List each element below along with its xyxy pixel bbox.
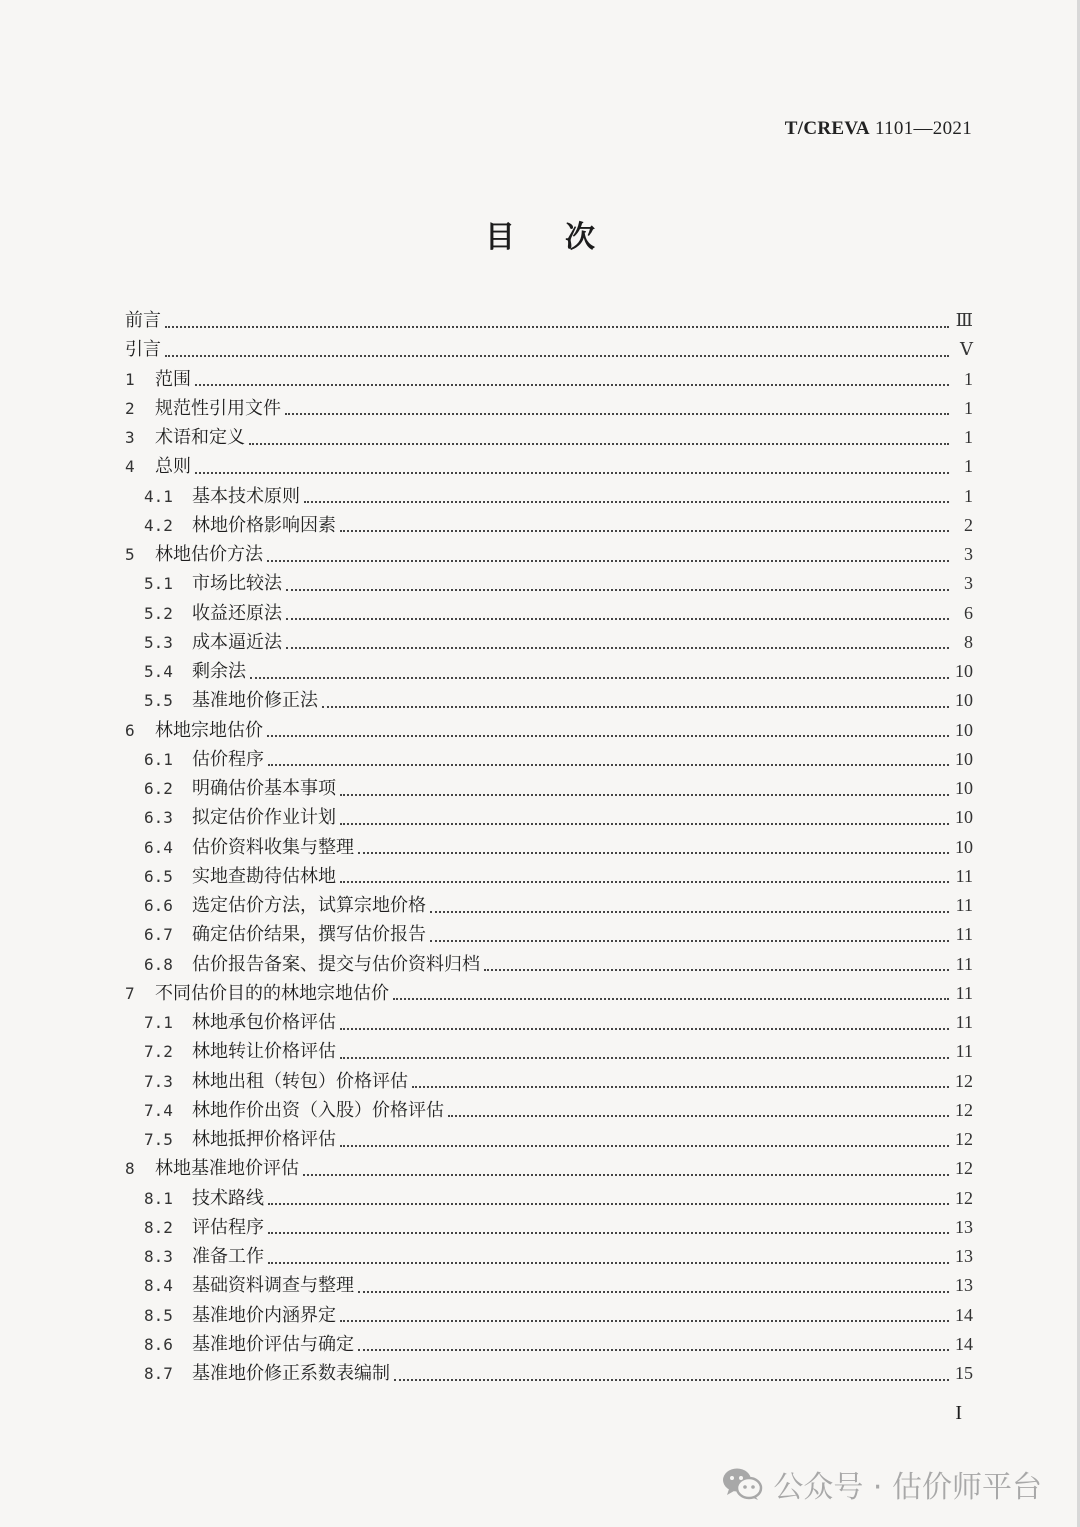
toc-entry[interactable]	[125, 569, 973, 598]
toc-entry-label: 确定估价结果，撰写估价报告	[192, 924, 426, 946]
toc-entry-number: 7.4	[144, 1100, 173, 1120]
toc-entry[interactable]	[125, 540, 973, 569]
toc-entry-page: 13	[955, 1216, 973, 1237]
toc-entry[interactable]	[125, 1154, 973, 1183]
dot-leader	[358, 852, 949, 854]
toc-entry-label: 明确估价基本事项	[192, 778, 336, 800]
toc-entry-label: 林地价格影响因素	[192, 514, 336, 536]
toc-entry-page: Ⅲ	[955, 310, 973, 331]
toc-entry-page: 10	[955, 661, 973, 682]
page-number: I	[955, 1402, 962, 1424]
toc-entry-label: 实地查勘待估林地	[192, 865, 336, 887]
dot-leader	[340, 794, 949, 796]
toc-entry-number: 6.1	[144, 749, 173, 769]
toc-entry-number: 7.5	[144, 1130, 173, 1150]
toc-entry[interactable]	[125, 950, 973, 979]
toc-entry[interactable]	[125, 1125, 973, 1154]
dot-leader	[340, 1320, 949, 1322]
toc-entry-number: 8.2	[144, 1217, 173, 1237]
toc-entry-page: 10	[955, 807, 973, 828]
toc-entry-number: 2	[125, 398, 135, 418]
dot-leader	[358, 1349, 949, 1351]
toc-entry-number: 5.5	[144, 691, 173, 711]
toc-entry[interactable]	[125, 979, 973, 1008]
toc-entry-label: 林地出租（转包）价格评估	[192, 1070, 408, 1092]
dot-leader	[195, 472, 949, 474]
toc-entry-number: 6.6	[144, 896, 173, 916]
dot-leader	[340, 1057, 949, 1059]
toc-entry-label: 估价资料收集与整理	[192, 836, 354, 858]
toc-entry-page: 12	[955, 1099, 973, 1120]
toc-entry-number: 8	[125, 1159, 135, 1179]
toc-entry-number: 8.7	[144, 1364, 173, 1384]
toc-entry-number: 7.3	[144, 1071, 173, 1091]
toc-entry-label: 林地基准地价评估	[155, 1158, 299, 1180]
toc-entry[interactable]	[125, 657, 973, 686]
toc-entry[interactable]	[125, 482, 973, 511]
toc-entry[interactable]	[125, 1213, 973, 1242]
toc-entry[interactable]	[125, 1008, 973, 1037]
toc-entry-number: 6.2	[144, 779, 173, 799]
toc-entry-label: 基准地价修正系数表编制	[192, 1363, 390, 1385]
watermark-text: 公众号 · 估价师平台	[773, 1470, 1042, 1505]
toc-entry[interactable]	[125, 716, 973, 745]
dot-leader	[484, 969, 949, 971]
toc-entry-number: 8.3	[144, 1247, 173, 1267]
wechat-icon	[721, 1466, 763, 1502]
toc-entry[interactable]	[125, 1301, 973, 1330]
toc-entry-label: 准备工作	[192, 1246, 264, 1268]
dot-leader	[340, 881, 949, 883]
toc-entry[interactable]	[125, 628, 973, 657]
toc-entry-number: 8.6	[144, 1334, 173, 1354]
toc-entry-label: 基准地价内涵界定	[192, 1304, 336, 1326]
toc-entry-page: 12	[955, 1129, 973, 1150]
toc-entry[interactable]	[125, 423, 973, 452]
toc-entry-page: 14	[955, 1304, 973, 1325]
toc-entry-label: 拟定估价作业计划	[192, 807, 336, 829]
toc-entry-number: 8.5	[144, 1305, 173, 1325]
dot-leader	[358, 1291, 949, 1293]
toc-entry-page: Ⅴ	[960, 339, 973, 360]
toc-entry-number: 4	[125, 457, 135, 477]
toc-entry-label: 林地宗地估价	[155, 719, 263, 741]
toc-entry-page: 1	[964, 456, 973, 477]
dot-leader	[268, 1262, 949, 1264]
toc-entry-label: 基准地价修正法	[192, 690, 318, 712]
toc-entry-label: 选定估价方法，试算宗地价格	[192, 895, 426, 917]
toc-entry-number: 6.4	[144, 837, 173, 857]
dot-leader	[340, 530, 949, 532]
toc-entry-label: 技术路线	[192, 1187, 264, 1209]
toc-entry-number: 6.3	[144, 808, 173, 828]
toc-entry-label: 成本逼近法	[192, 631, 282, 653]
dot-leader	[286, 647, 949, 649]
toc-entry-number: 5.2	[144, 603, 173, 623]
toc-entry-page: 3	[964, 544, 973, 565]
toc-entry-number: 5.1	[144, 574, 173, 594]
toc-entry-number: 7.2	[144, 1042, 173, 1062]
toc-entry-number: 4.2	[144, 515, 173, 535]
toc-entry-page: 1	[964, 368, 973, 389]
dot-leader	[393, 998, 949, 1000]
toc-entry[interactable]	[125, 1359, 973, 1388]
toc-entry[interactable]	[125, 452, 973, 481]
toc-entry-page: 13	[955, 1275, 973, 1296]
dot-leader	[304, 501, 949, 503]
toc-entry-label: 收益还原法	[192, 602, 282, 624]
dot-leader	[394, 1379, 949, 1381]
toc-entry-page: 10	[955, 836, 973, 857]
toc-entry-number: 7	[125, 983, 135, 1003]
toc-entry-label: 市场比较法	[192, 573, 282, 595]
dot-leader	[303, 1174, 949, 1176]
toc-entry-label: 林地承包价格评估	[192, 1012, 336, 1034]
toc-entry-number: 6.7	[144, 925, 173, 945]
toc-entry-page: 14	[955, 1333, 973, 1354]
dot-leader	[322, 706, 949, 708]
toc-entry[interactable]	[125, 1271, 973, 1300]
toc-entry-label: 总则	[155, 456, 191, 478]
toc-entry-number: 6.5	[144, 866, 173, 886]
toc-entry-page: 10	[955, 778, 973, 799]
toc-entry-page: 13	[955, 1246, 973, 1267]
standard-code: 1101—2021	[875, 118, 972, 139]
toc-entry-label: 前言	[125, 310, 161, 332]
toc-entry-page: 1	[964, 427, 973, 448]
dot-leader	[250, 677, 949, 679]
toc-entry-label: 林地抵押价格评估	[192, 1129, 336, 1151]
toc-entry[interactable]	[125, 833, 973, 862]
toc-entry-label: 不同估价目的的林地宗地估价	[155, 982, 389, 1004]
toc-entry-label: 林地作价出资（入股）价格评估	[192, 1099, 444, 1121]
toc-entry-page: 3	[964, 573, 973, 594]
toc-entry[interactable]	[125, 686, 973, 715]
toc-entry[interactable]	[125, 599, 973, 628]
toc-entry[interactable]	[125, 803, 973, 832]
dot-leader	[340, 1145, 949, 1147]
dot-leader	[412, 1086, 949, 1088]
dot-leader	[430, 940, 949, 942]
toc-entry[interactable]	[125, 862, 973, 891]
toc-entry-page: 6	[964, 602, 973, 623]
standard-prefix: T/CREVA	[784, 118, 870, 139]
toc-entry-number: 5	[125, 545, 135, 565]
toc-entry-page: 8	[964, 631, 973, 652]
toc-entry-label: 引言	[125, 339, 161, 361]
dot-leader	[286, 589, 949, 591]
toc-entry[interactable]	[125, 365, 973, 394]
dot-leader	[268, 764, 949, 766]
toc-entry[interactable]	[125, 1330, 973, 1359]
toc-entry[interactable]	[125, 920, 973, 949]
dot-leader	[195, 384, 949, 386]
toc-entry-page: 10	[955, 748, 973, 769]
toc-entry-page: 11	[955, 865, 973, 886]
toc-entry-page: 12	[955, 1158, 973, 1179]
toc-entry-page: 11	[955, 1041, 973, 1062]
toc-entry[interactable]	[125, 1096, 973, 1125]
dot-leader	[268, 1203, 949, 1205]
toc-entry-number: 4.1	[144, 486, 173, 506]
toc-entry[interactable]	[125, 1067, 973, 1096]
toc-entry-number: 3	[125, 428, 135, 448]
toc-entry-page: 15	[955, 1363, 973, 1384]
toc-entry-number: 1	[125, 369, 135, 389]
dot-leader	[340, 823, 949, 825]
toc-entry-label: 林地转让价格评估	[192, 1041, 336, 1063]
toc-entry-page: 12	[955, 1187, 973, 1208]
toc-entry-page: 11	[955, 924, 973, 945]
dot-leader	[340, 1028, 949, 1030]
toc-entry-label: 剩余法	[192, 661, 246, 683]
toc-entry-number: 8.4	[144, 1276, 173, 1296]
dot-leader	[285, 413, 949, 415]
dot-leader	[267, 735, 949, 737]
dot-leader	[286, 618, 949, 620]
toc-entry-label: 评估程序	[192, 1216, 264, 1238]
toc-entry-page: 10	[955, 690, 973, 711]
toc-entry-label: 术语和定义	[155, 427, 245, 449]
toc-title: 目次	[485, 220, 645, 255]
toc-entry[interactable]	[125, 511, 973, 540]
standard-number	[785, 118, 972, 140]
toc-entry[interactable]	[125, 745, 973, 774]
toc-entry-page: 1	[964, 485, 973, 506]
toc-entry-number: 7.1	[144, 1013, 173, 1033]
table-of-contents	[125, 306, 973, 1388]
toc-entry[interactable]	[125, 1184, 973, 1213]
toc-entry[interactable]	[125, 1242, 973, 1271]
dot-leader	[267, 560, 949, 562]
toc-entry-label: 基准地价评估与确定	[192, 1333, 354, 1355]
dot-leader	[249, 443, 949, 445]
toc-entry-number: 5.3	[144, 632, 173, 652]
toc-entry-label: 范围	[155, 368, 191, 390]
toc-entry[interactable]	[125, 1037, 973, 1066]
toc-entry-page: 11	[955, 1012, 973, 1033]
watermark	[721, 1462, 1042, 1506]
dot-leader	[165, 355, 949, 357]
toc-entry-label: 估价程序	[192, 748, 264, 770]
dot-leader	[430, 911, 949, 913]
dot-leader	[448, 1115, 949, 1117]
toc-entry-number: 6	[125, 720, 135, 740]
dot-leader	[268, 1232, 949, 1234]
toc-entry[interactable]	[125, 306, 973, 335]
toc-entry[interactable]	[125, 335, 973, 364]
toc-entry-page: 11	[955, 982, 973, 1003]
toc-entry-page: 11	[955, 895, 973, 916]
toc-entry-page: 2	[964, 514, 973, 535]
toc-entry[interactable]	[125, 891, 973, 920]
toc-entry-label: 估价报告备案、提交与估价资料归档	[192, 953, 480, 975]
toc-entry-page: 1	[964, 397, 973, 418]
toc-entry[interactable]	[125, 774, 973, 803]
toc-entry-number: 5.4	[144, 662, 173, 682]
toc-entry-page: 10	[955, 719, 973, 740]
toc-entry-label: 基本技术原则	[192, 485, 300, 507]
dot-leader	[165, 326, 949, 328]
toc-entry-page: 11	[955, 953, 973, 974]
toc-entry-number: 8.1	[144, 1188, 173, 1208]
toc-entry-label: 林地估价方法	[155, 544, 263, 566]
toc-entry-label: 基础资料调查与整理	[192, 1275, 354, 1297]
toc-entry[interactable]	[125, 394, 973, 423]
toc-entry-page: 12	[955, 1070, 973, 1091]
toc-entry-number: 6.8	[144, 954, 173, 974]
toc-entry-label: 规范性引用文件	[155, 397, 281, 419]
